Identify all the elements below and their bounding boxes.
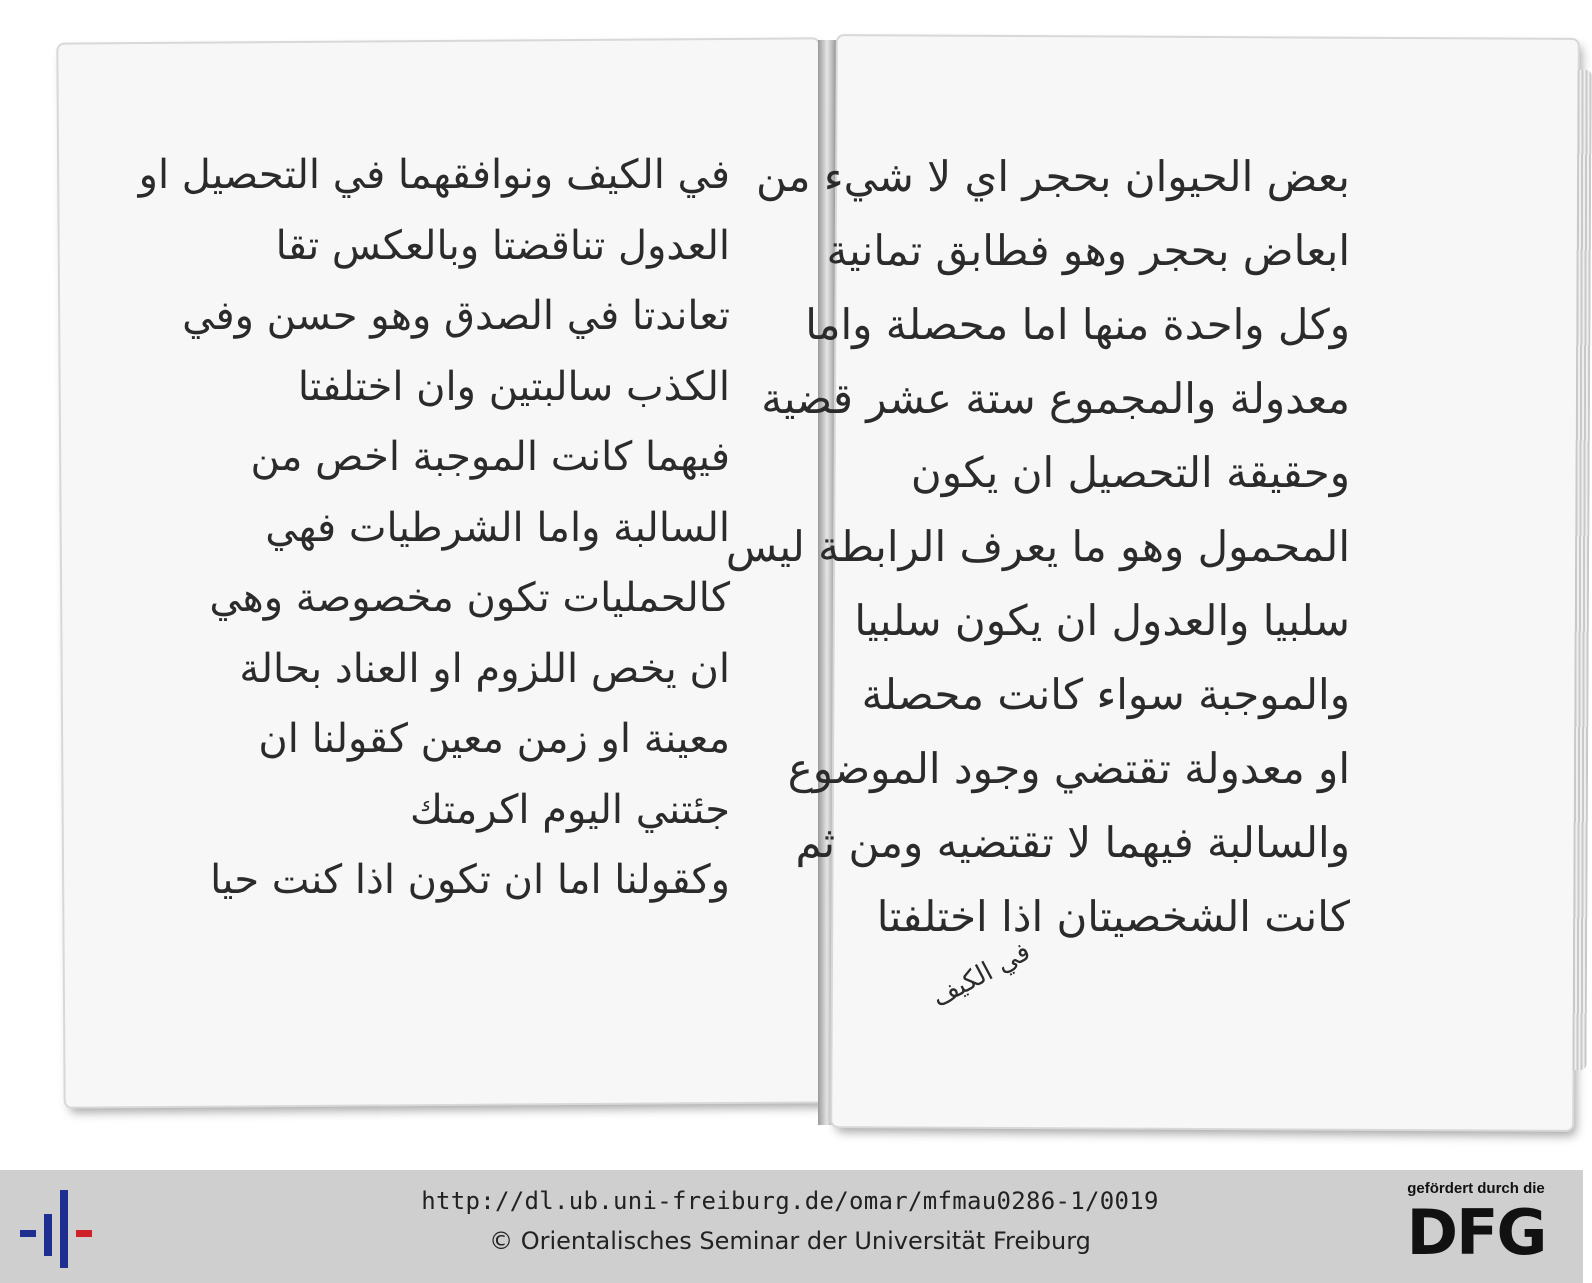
footer-bar <box>0 1170 1583 1283</box>
manuscript-line: فيهما كانت الموجبة اخص من <box>250 434 730 480</box>
manuscript-line: كالحمليات تكون مخصوصة وهي <box>209 575 730 621</box>
university-library-logo-icon <box>20 1190 100 1268</box>
manuscript-line: وكل واحدة منها اما محصلة واما <box>805 300 1350 349</box>
manuscript-line: جئتني اليوم اكرمتك <box>410 786 730 833</box>
manuscript-line: العدول تناقضتا وبالعكس تقا <box>275 222 730 269</box>
dfg-caption: gefördert durch die <box>1407 1180 1545 1197</box>
manuscript-line: بعض الحيوان بحجر اي لا شيء من <box>756 152 1350 201</box>
manuscript-line: ابعاض بحجر وهو فطابق تمانية <box>826 226 1350 275</box>
manuscript-line: الكذب سالبتين وان اختلفتا <box>297 363 730 410</box>
manuscript-line: سلبيا والعدول ان يكون سلبيا <box>854 596 1350 645</box>
manuscript-line: والموجبة سواء كانت محصلة <box>861 670 1350 719</box>
manuscript-line: والسالبة فيهما لا تقتضيه ومن ثم <box>795 818 1350 867</box>
manuscript-line: وكقولنا اما ان تكون اذا كنت حيا <box>210 857 730 903</box>
copyright-notice: © Orientalisches Seminar der Universität Freiburg <box>489 1227 1091 1255</box>
right-page-text <box>725 140 1350 954</box>
manuscript-line: في الكيف ونوافقهما في التحصيل او <box>138 152 730 198</box>
page-edges <box>1572 70 1591 1070</box>
manuscript-line: او معدولة تقتضي وجود الموضوع <box>787 744 1350 793</box>
manuscript-line: تعاندتا في الصدق وهو حسن وفي <box>182 293 730 339</box>
catchword: في الكيف <box>927 936 1036 1014</box>
source-url[interactable]: http://dl.ub.uni-freiburg.de/omar/mfmau0286-1/0019 <box>421 1187 1159 1215</box>
manuscript-line: ان يخص اللزوم او العناد بحالة <box>239 645 730 692</box>
dfg-funding-block <box>1391 1180 1561 1268</box>
left-page-text <box>138 140 730 916</box>
manuscript-line: وحقيقة التحصيل ان يكون <box>910 448 1350 497</box>
manuscript-line: السالبة واما الشرطيات فهي <box>265 504 730 551</box>
manuscript-line: المحمول وهو ما يعرف الرابطة ليس <box>725 522 1350 571</box>
dfg-logo: DFG <box>1406 1196 1546 1269</box>
manuscript-line: كانت الشخصيتان اذا اختلفتا <box>876 892 1350 941</box>
manuscript-line: معينة او زمن معين كقولنا ان <box>258 716 730 762</box>
footer-text <box>300 1182 1280 1262</box>
manuscript-line: معدولة والمجموع ستة عشر قضية <box>761 374 1350 423</box>
